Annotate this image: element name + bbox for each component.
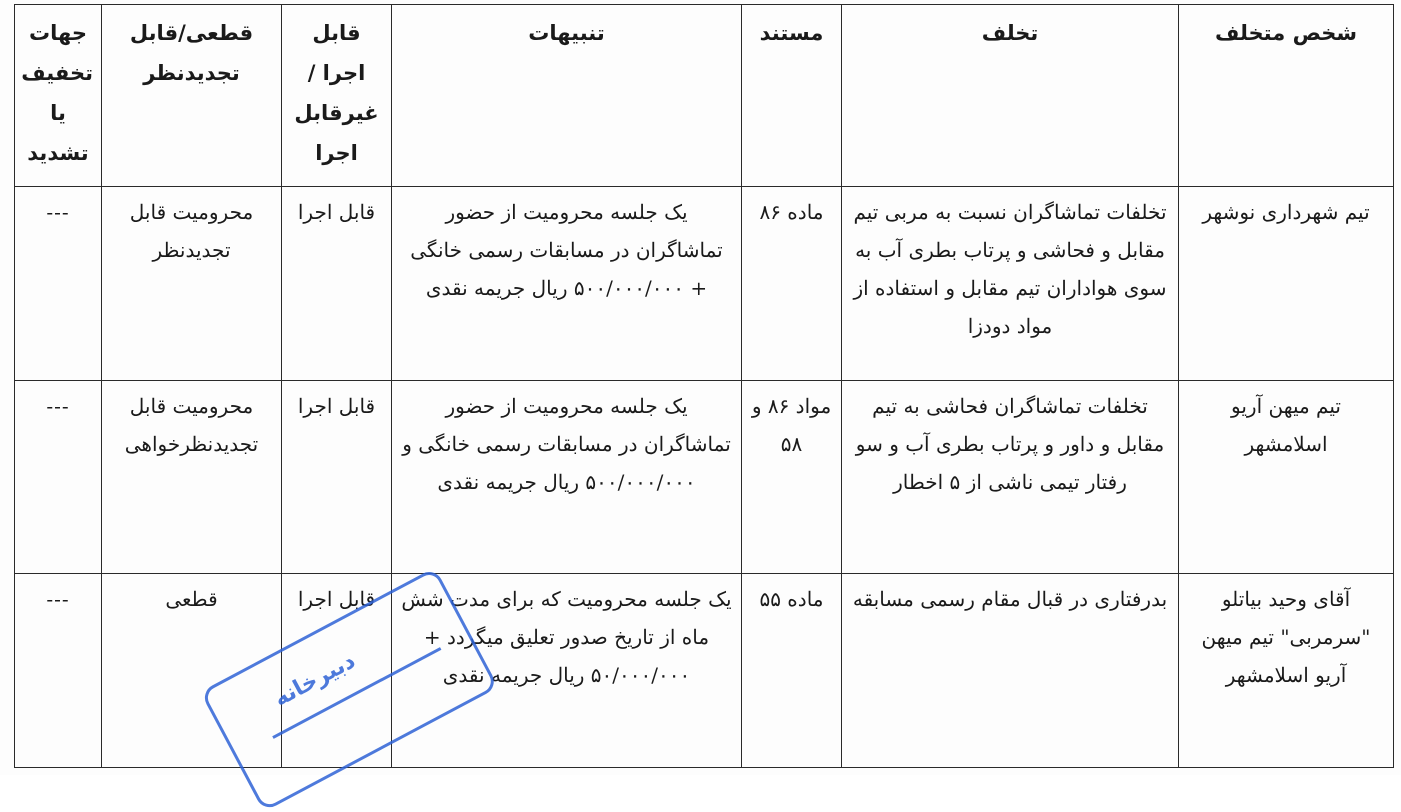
header-offender: شخص متخلف	[1179, 5, 1394, 187]
cell-reference: ماده ۸۶	[742, 187, 842, 381]
cell-appealable: محرومیت قابل تجدیدنظرخواهی	[102, 380, 282, 574]
table-row	[15, 574, 1394, 768]
cell-penalties: یک جلسه محرومیت که برای مدت شش ماه از تاریخ صدور تعلیق میگردد + ۵۰/۰۰۰/۰۰۰ ریال جریمه نقدی	[392, 574, 742, 768]
cell-offender: تیم میهن آریو اسلامشهر	[1179, 380, 1394, 574]
cell-enforceable: قابل اجرا	[282, 187, 392, 381]
cell-reference: مواد ۸۶ و ۵۸	[742, 380, 842, 574]
disciplinary-verdicts-table	[14, 4, 1394, 768]
cell-mitigation: ---	[15, 187, 102, 381]
header-violation: تخلف	[842, 5, 1179, 187]
header-mitigation: جهات تخفیف یا تشدید	[15, 5, 102, 187]
header-row	[15, 5, 1394, 187]
cell-penalties: یک جلسه محرومیت از حضور تماشاگران در مسابقات رسمی خانگی + ۵۰۰/۰۰۰/۰۰۰ ریال جریمه نقدی	[392, 187, 742, 381]
header-reference: مستند	[742, 5, 842, 187]
table-row	[15, 187, 1394, 381]
cell-appealable: محرومیت قابل تجدیدنظر	[102, 187, 282, 381]
cell-violation: تخلفات تماشاگران فحاشی به تیم مقابل و داور و پرتاب بطری آب و سو رفتار تیمی ناشی از ۵ اخطار	[842, 380, 1179, 574]
table-row	[15, 380, 1394, 574]
cell-enforceable: قابل اجرا	[282, 574, 392, 768]
header-appealable: قطعی/قابل تجدیدنظر	[102, 5, 282, 187]
stamp-text: دبیرخانه	[270, 648, 360, 712]
cell-violation: بدرفتاری در قبال مقام رسمی مسابقه	[842, 574, 1179, 768]
cell-offender: تیم شهرداری نوشهر	[1179, 187, 1394, 381]
cell-mitigation: ---	[15, 574, 102, 768]
header-enforceable: قابل اجرا /غیرقابل اجرا	[282, 5, 392, 187]
cell-enforceable: قابل اجرا	[282, 380, 392, 574]
cell-reference: ماده ۵۵	[742, 574, 842, 768]
cell-penalties: یک جلسه محرومیت از حضور تماشاگران در مسابقات رسمی خانگی و ۵۰۰/۰۰۰/۰۰۰ ریال جریمه نقدی	[392, 380, 742, 574]
cell-appealable: قطعی	[102, 574, 282, 768]
cell-offender: آقای وحید بیاتلو "سرمربی" تیم میهن آریو اسلامشهر	[1179, 574, 1394, 768]
cell-violation: تخلفات تماشاگران نسبت به مربی تیم مقابل و فحاشی و پرتاب بطری آب به سوی هواداران تیم مقابل و استفاده از مواد دودزا	[842, 187, 1179, 381]
cell-mitigation: ---	[15, 380, 102, 574]
header-penalties: تنبیهات	[392, 5, 742, 187]
